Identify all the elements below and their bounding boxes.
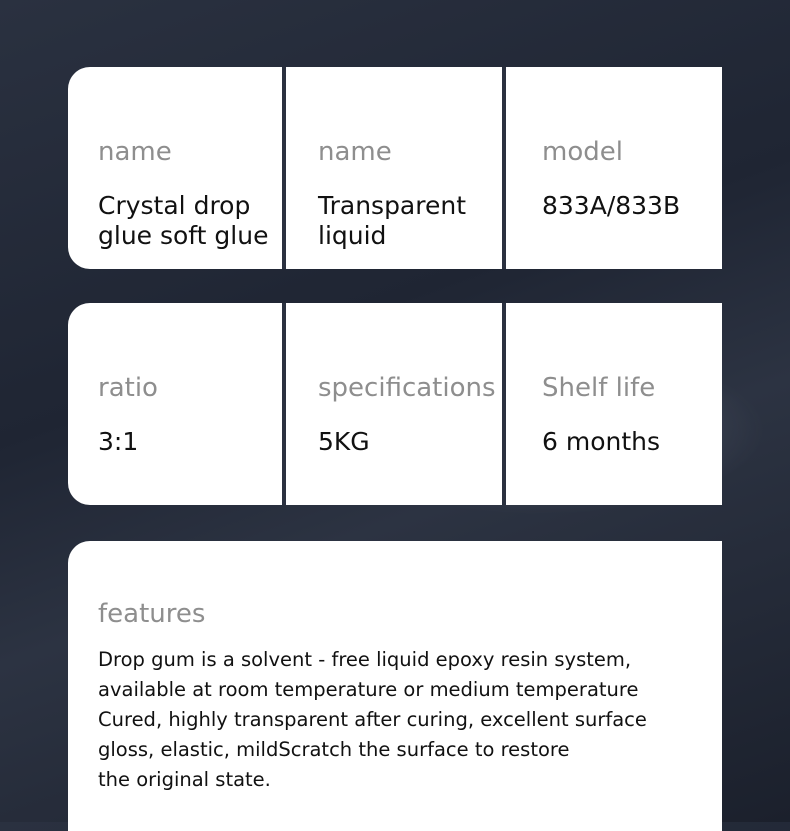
spec-label: Shelf life bbox=[542, 373, 656, 403]
features-line: Drop gum is a solvent - free liquid epoxy resin system, bbox=[98, 648, 632, 671]
spec-value: Crystal drop glue soft glue bbox=[98, 191, 269, 250]
spec-label: name bbox=[318, 137, 392, 167]
spec-label: specifications bbox=[318, 373, 496, 403]
features-line: the original state. bbox=[98, 768, 271, 791]
features-line: Cured, highly transparent after curing, excellent surface bbox=[98, 708, 647, 731]
spec-label: model bbox=[542, 137, 623, 167]
spec-cell-form bbox=[286, 67, 500, 269]
spec-value: 5KG bbox=[318, 427, 370, 456]
spec-value: Transparent liquid bbox=[318, 191, 467, 250]
spec-value: 3:1 bbox=[98, 427, 139, 456]
features-card bbox=[68, 541, 722, 831]
spec-label: ratio bbox=[98, 373, 158, 403]
features-title: features bbox=[98, 599, 206, 629]
spec-cell-shelf-life bbox=[506, 303, 722, 505]
spec-cell-specifications bbox=[286, 303, 500, 505]
features-line: available at room temperature or medium temperature bbox=[98, 678, 639, 701]
spec-cell-model bbox=[506, 67, 722, 269]
spec-value: 6 months bbox=[542, 427, 661, 456]
spec-cell-ratio bbox=[68, 303, 282, 505]
spec-value: 833A/833B bbox=[542, 191, 681, 220]
features-line: gloss, elastic, mildScratch the surface to restore bbox=[98, 738, 570, 761]
spec-card-row-2 bbox=[68, 303, 722, 505]
spec-card-row-1 bbox=[68, 67, 722, 269]
spec-cell-product-name bbox=[68, 67, 282, 269]
features-description bbox=[98, 645, 688, 795]
spec-label: name bbox=[98, 137, 172, 167]
